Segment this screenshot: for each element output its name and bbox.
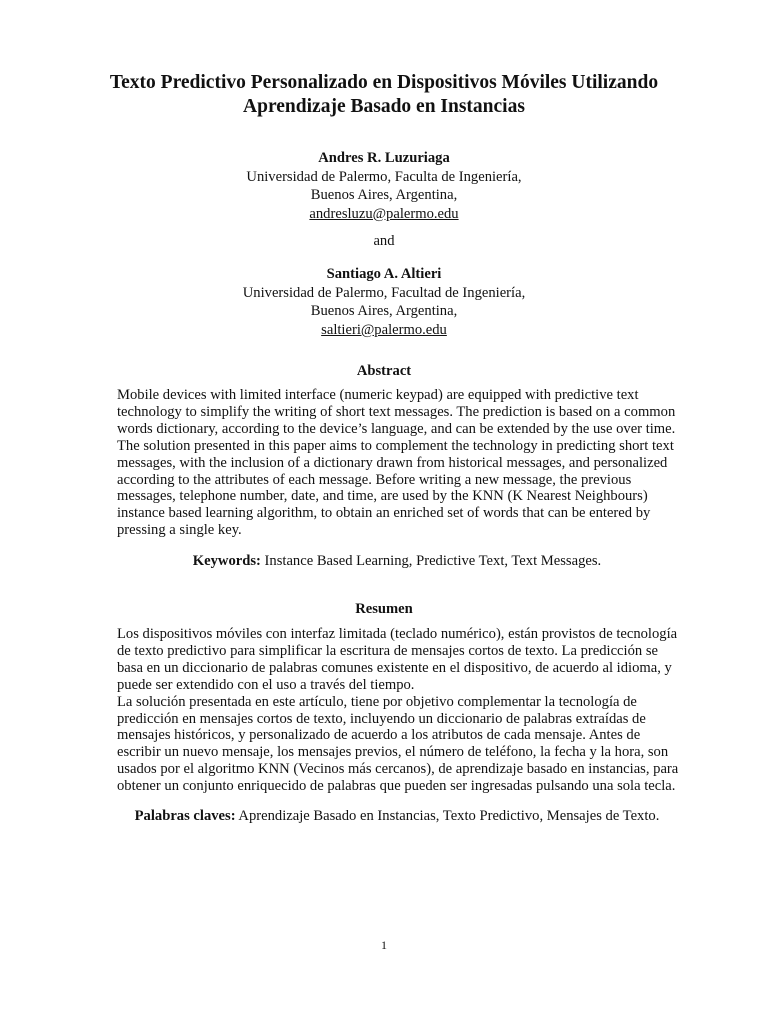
- author-email-link[interactable]: andresluzu@palermo.edu: [309, 205, 459, 222]
- abstract-line: according to the attributes of each message. Before writing a new message, the previous: [117, 471, 632, 488]
- palabras-claves-text: Aprendizaje Basado en Instancias, Texto Predictivo, Mensajes de Texto.: [235, 808, 660, 824]
- author-email-link[interactable]: saltieri@palermo.edu: [321, 321, 447, 338]
- author-location: Buenos Aires, Argentina,: [310, 187, 458, 203]
- abstract-line: instance based learning algorithm, to obtain an enriched set of words that can be entered by: [117, 505, 651, 522]
- abstract-line: technology to simplify the writing of short text messages. The prediction is based on a common: [117, 403, 676, 420]
- keywords-text: Instance Based Learning, Predictive Text, Text Messages.: [260, 553, 602, 569]
- author-affiliation: Universidad de Palermo, Facultad de Ingeniería,: [242, 284, 526, 301]
- title-line-2: Aprendizaje Basado en Instancias: [243, 96, 525, 117]
- abstract-line: The solution presented in this paper aims to complement the technology in predicting short text: [117, 437, 674, 454]
- palabras-claves-label: Palabras claves:: [134, 808, 236, 824]
- resumen-line: mensajes históricos, y personalizado de acuerdo a los atributos de cada mensaje. Antes de: [117, 727, 641, 744]
- author-location: Buenos Aires, Argentina,: [310, 303, 458, 319]
- page-number: 1: [381, 938, 387, 952]
- paper-title: [90, 71, 678, 119]
- title-line-1: Texto Predictivo Personalizado en Dispositivos Móviles Utilizando: [109, 72, 659, 93]
- abstract-line: messages, telephone number, date, and time, are used by the KNN (K Nearest Neighbours): [117, 488, 648, 505]
- resumen-body: [117, 626, 677, 795]
- abstract-line: words dictionary, according to the device’s language, and can be extended by the use over time.: [117, 420, 676, 437]
- author-block-1: [150, 149, 618, 223]
- resumen-line: escribir un nuevo mensaje, los mensajes previos, el número de teléfono, la fecha y la hora, son: [117, 744, 669, 761]
- abstract-line: Mobile devices with limited interface (numeric keypad) are equipped with predictive text: [117, 387, 639, 403]
- author-affiliation: Universidad de Palermo, Faculta de Ingeniería,: [246, 168, 522, 185]
- resumen-line: obtener un conjunto enriquecido de palabras que pueden ser ingresadas pulsando una sola tecla.: [117, 778, 676, 795]
- resumen-line: usados por el algoritmo KNN (Vecinos más cercanos), de aprendizaje basado en instancias, para: [117, 761, 679, 778]
- resumen-line: basa en un diccionario de palabras comunes existente en el dispositivo, de acuerdo al idioma, y: [117, 659, 672, 676]
- abstract-line: messages, with the inclusion of a dictionary drawn from historical messages, and personalized: [117, 454, 668, 471]
- keywords-line: [117, 552, 677, 570]
- resumen-line: predicción en mensajes cortos de texto, incluyendo un diccionario de palabras extraídas de: [117, 710, 646, 727]
- abstract-heading: Abstract: [356, 363, 412, 379]
- author-name: Andres R. Luzuriaga: [318, 150, 450, 166]
- author-name: Santiago A. Altieri: [326, 266, 442, 282]
- resumen-line: puede ser extendido con el uso a través del tiempo.: [117, 676, 415, 693]
- resumen-line: Los dispositivos móviles con interfaz limitada (teclado numérico), están provistos de tecnología: [117, 626, 678, 642]
- resumen-line: La solución presentada en este artículo, tiene por objetivo complementar la tecnología de: [117, 693, 637, 710]
- abstract-body: [117, 387, 677, 539]
- resumen-heading: Resumen: [355, 601, 413, 617]
- palabras-claves-line: [117, 807, 677, 825]
- keywords-label: Keywords:: [192, 553, 261, 569]
- abstract-line: pressing a single key.: [117, 522, 242, 539]
- author-block-2: [150, 265, 618, 339]
- resumen-line: de texto predictivo para simplificar la escritura de mensajes cortos de texto. La predicción se: [117, 642, 658, 659]
- author-connector: and: [373, 233, 395, 249]
